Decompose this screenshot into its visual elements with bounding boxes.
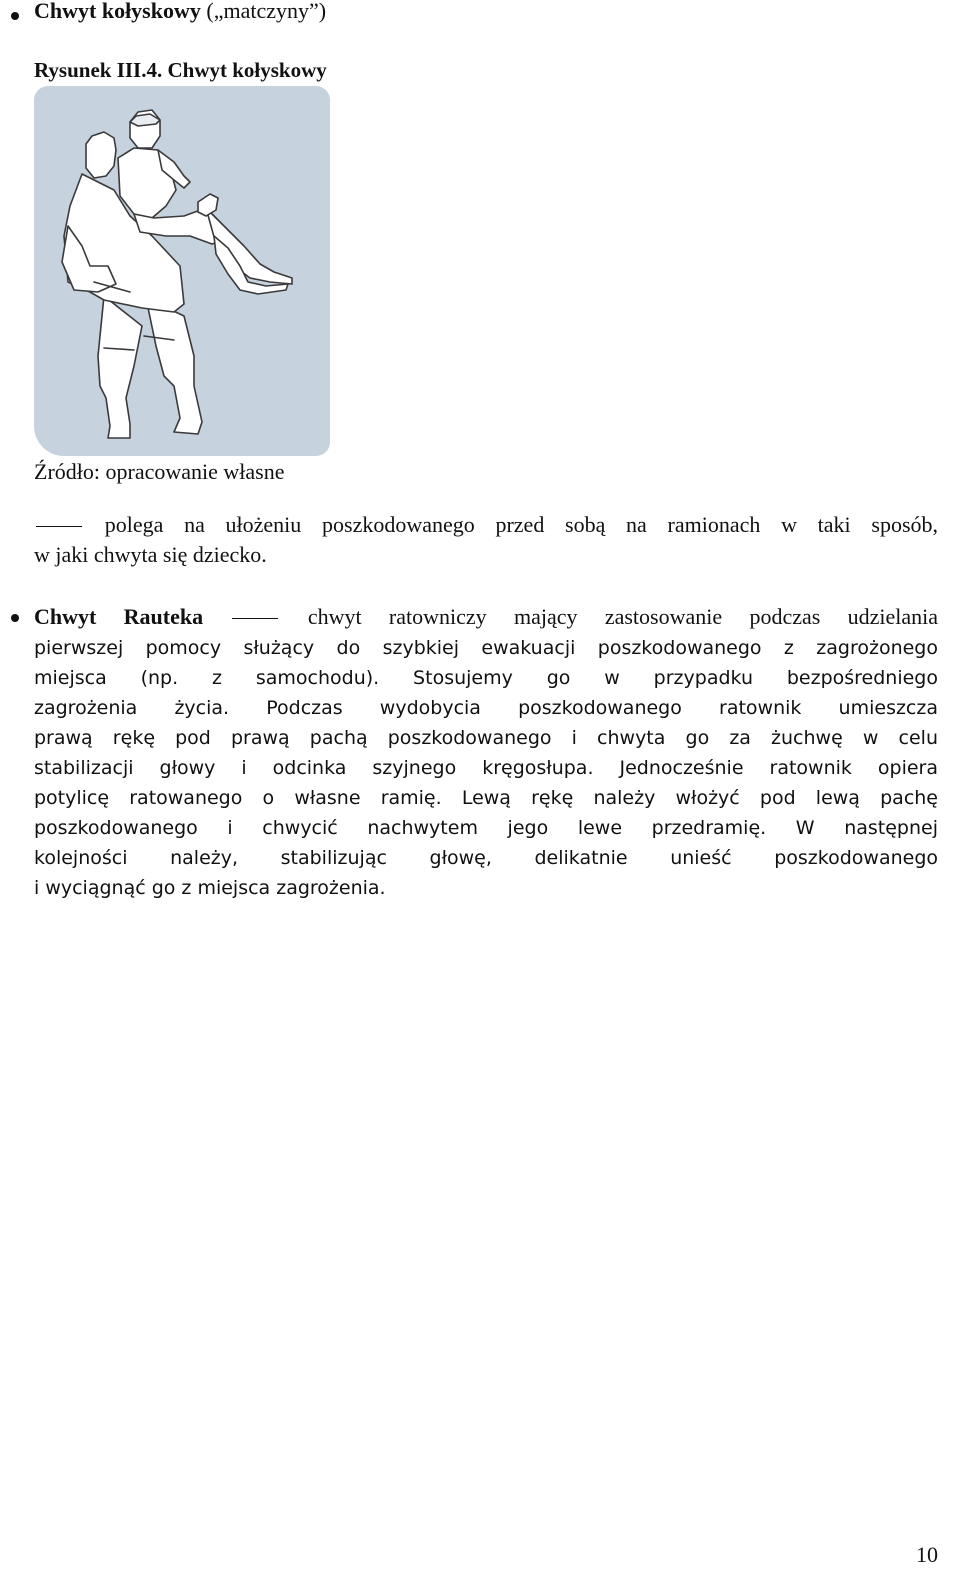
bullet-icon <box>11 614 19 622</box>
rauteka-line-3: zagrożenia życia. Podczas wydobycia poszkodowanego ratownik umieszcza <box>34 697 938 719</box>
description-text-1: polega na ułożeniu poszkodowanego przed sobą na ramionach w taki sposób, <box>104 512 939 537</box>
rauteka-line-2: miejsca (np. z samochodu). Stosujemy go w przypadku bezpośredniego <box>34 667 938 689</box>
rauteka-line-0-text: chwyt ratowniczy mający zastosowanie podczas udzielania <box>307 604 939 629</box>
rauteka-line-5: stabilizacji głowy i odcinka szyjnego kręgosłupa. Jednocześnie ratownik opiera <box>34 757 938 779</box>
page-number: 10 <box>916 1542 938 1567</box>
rauteka-paragraph <box>34 633 938 903</box>
rauteka-line-0 <box>34 602 938 632</box>
section-heading-bold: Chwyt kołyskowy <box>34 0 201 23</box>
figure-caption: Rysunek III.4. Chwyt kołyskowy <box>34 58 327 82</box>
em-dash-icon <box>36 526 82 527</box>
rauteka-line-9: i wyciągnąć go z miejsca zagrożenia. <box>34 877 386 899</box>
rauteka-title: Chwyt Rauteka <box>34 604 204 629</box>
rescue-carry-illustration <box>34 86 330 456</box>
rauteka-line-4: prawą rękę pod prawą pachą poszkodowanego i chwyta go za żuchwę w celu <box>34 727 938 749</box>
rescuer-carrying-person-icon <box>34 86 330 456</box>
section-heading <box>34 0 326 24</box>
description-paragraph <box>34 510 938 570</box>
section-heading-rest: („matczyny”) <box>200 0 327 23</box>
rauteka-line-6: potylicę ratowanego o własne ramię. Lewą rękę należy włożyć pod lewą pachę <box>34 787 938 809</box>
description-line-2: w jaki chwyta się dziecko. <box>34 542 267 567</box>
rauteka-line-7: poszkodowanego i chwycić nachwytem jego lewe przedramię. W następnej <box>34 817 938 839</box>
rauteka-line-1: pierwszej pomocy służący do szybkiej ewakuacji poszkodowanego z zagrożonego <box>34 637 938 659</box>
rauteka-line-8: kolejności należy, stabilizując głowę, delikatnie unieść poszkodowanego <box>34 847 938 869</box>
em-dash-icon <box>232 618 278 619</box>
description-line-1 <box>34 510 938 540</box>
figure-source: Źródło: opracowanie własne <box>34 459 285 484</box>
rauteka-first-line <box>34 602 938 632</box>
bullet-icon <box>11 12 19 20</box>
